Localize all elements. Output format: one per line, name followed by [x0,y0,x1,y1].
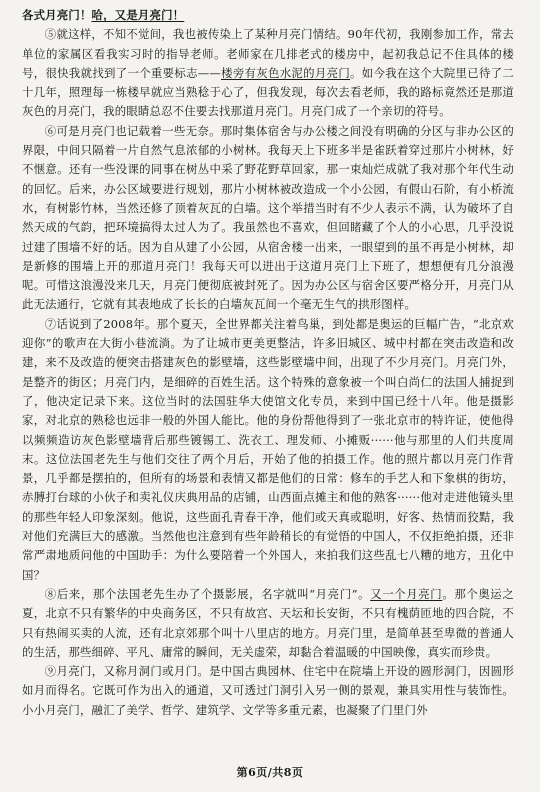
paragraph-7-text-c: 他对走进他镜头里的那些年轻人印象深刻。他说，这些面孔青春干净，他们或天真或聪明，好客、热情而狡黠，我对他们充满巨大的感激。当然他也注意到有些年龄稍长的有觉悟的中国人，不仅拒绝拍摄，还非常严肃地质问他的中国助手：为什么要陪着一个外国人，来拍我们这些乱七八糟的地方，丑化中国？ [22,490,514,582]
paragraph-9: ⑨月亮门，又称月洞门或月门。是中国古典园林、住宅中在院墙上开设的圆形洞门，因圆形如月而得名。它既可作为出入的通道，又可透过门洞引入另一侧的景观，兼具实用性与装饰性。小小月亮门，融汇了美学、哲学、建筑学、文学等多重元素，也凝聚了门里门外 [22,664,514,717]
paragraph-6: ⑥可是月亮门也记载着一些无奈。那时集体宿舍与办公楼之间没有明确的分区与非办公区的界限，中间只隔着一片自然气息浓郁的小树林。我每天上下班多半是雀跃着穿过那片小树林，好不惬意。还有一些没课的同事在树丛中采了野花野草回家，那一束灿烂成就了我对那个年代生动的回忆。后来，办公区域要进行规划，那片小树林被改造成一个小公园，有假山石阶，有小桥流水，有树影竹林，当然还修了顶着灰瓦的白墙。这个举措当时有不少人表示不满，认为破坏了自然天成的气韵，把环境搞得太过人为了。我虽然也不喜欢，但回睹藏了个人的小心思，几乎没说过建了围墙不好的话。因为自从建了小公园，从宿舍楼一出来，一眼望到的虽不再是小树林，却是新修的围墙上开的那道月亮门！我每天可以进出于这道月亮门上下班了，想想便有几分浪漫呢。可惜这浪漫没来几天，月亮门便彻底被封死了。因为办公区与宿舍区要严格分开，月亮门从此无法通行，它就有其表地成了长长的白墙灰瓦间一个毫无生气的拱形图样。 [22,123,514,312]
paragraph-8-underlined: 又一个月亮门 [370,586,443,601]
top-fragment-b: 哈，又是月亮门！ [91,8,185,22]
paragraph-8-text-a: ⑧后来，那个法国老先生办了个摄影展，名字就叫“月亮门”。 [44,586,371,601]
top-fragment-a: 各式月亮门！ [22,8,92,22]
paragraph-7-ellipsis-2: ······ [397,490,421,505]
top-fragment [22,6,514,25]
paragraph-5 [22,25,514,121]
paragraph-7-text-b: 他与那里的人们共度周末。这位法国老先生与他们交往了两个月后，开始了他的拍摄工作。他的照片都以月亮门作背景，几乎都是摆拍的，但所有的场景和表情又都是他们的日常：修车的手艺人和下象棋的街坊，赤膊打台球的小伙子和卖礼仪庆典用品的店铺，山西面点摊主和他的熟客 [22,432,514,505]
paragraph-7 [22,315,514,585]
paragraph-5-text-b: 。如今我在这个大院里已待了二十几年，照理每一栋楼早就应当熟稔于心了，但我发现，每次去看老师，我的路标竟然还是那道灰色的月亮门，我的眼睛总忍不住要去找那道月亮门。月亮门成了一个亲切的符号。 [22,65,514,119]
paragraph-8-text-b: 。那个奥运之夏，北京不只有繁华的中央商务区，不只有故宫、天坛和长安街，不只有槐荫匝地的四合院，不只有热闹买卖的人流，还有北京郊那个叫十八里店的地方。月亮门里，是简单甚至卑微的普通人的生活，那些细碎、平凡、庸常的瞬间，无关虚荣，却黏合着温暖的中国映像，真实而珍贵。 [22,586,515,659]
paragraph-7-text-a: ⑦话说到了2008年。那个夏天，全世界都关注着鸟巢，到处都是奥运的巨幅广告，“北京欢迎你”的歌声在大街小巷流淌。为了让城市更美更整洁，许多旧城区、城中村都在突击改造和改建，来不及改造的便突击搭建灰色的影壁墙，这些影壁墙中间，出现了不少月亮门。月亮门外，是整齐的街区；月亮门内，是细碎的百姓生活。这个特殊的意象被一个叫白尚仁的法国人捕捉到了，他决定记录下来。这位当时的法国驻华大使馆文化专员，来到中国已经十八年。他是摄影家，对北京的熟稔也远非一般的外国人能比。他的身份帮他得到了一张北京市的特许证，使他得以频频造访灰色影壁墙背后那些镀锡工、洗衣工、理发师、小摊贩 [22,316,514,447]
page-footer: 第6页/共8页 [236,766,304,779]
paragraph-8 [22,585,514,662]
paragraph-5-text-a: ⑤就这样，不知不觉间，我也被传染上了某种月亮门情结。90年代初，我刚参加工作，常去单位的家属区看我实习时的指导老师。老师家在几排老式的楼房中，起初我总记不住具体的楼号，很快我就找到了一个重要标志—— [22,27,514,80]
paragraph-5-underlined: 楼旁有灰色水泥的月亮门 [220,65,351,80]
paragraph-7-ellipsis-1: ······ [370,432,394,447]
